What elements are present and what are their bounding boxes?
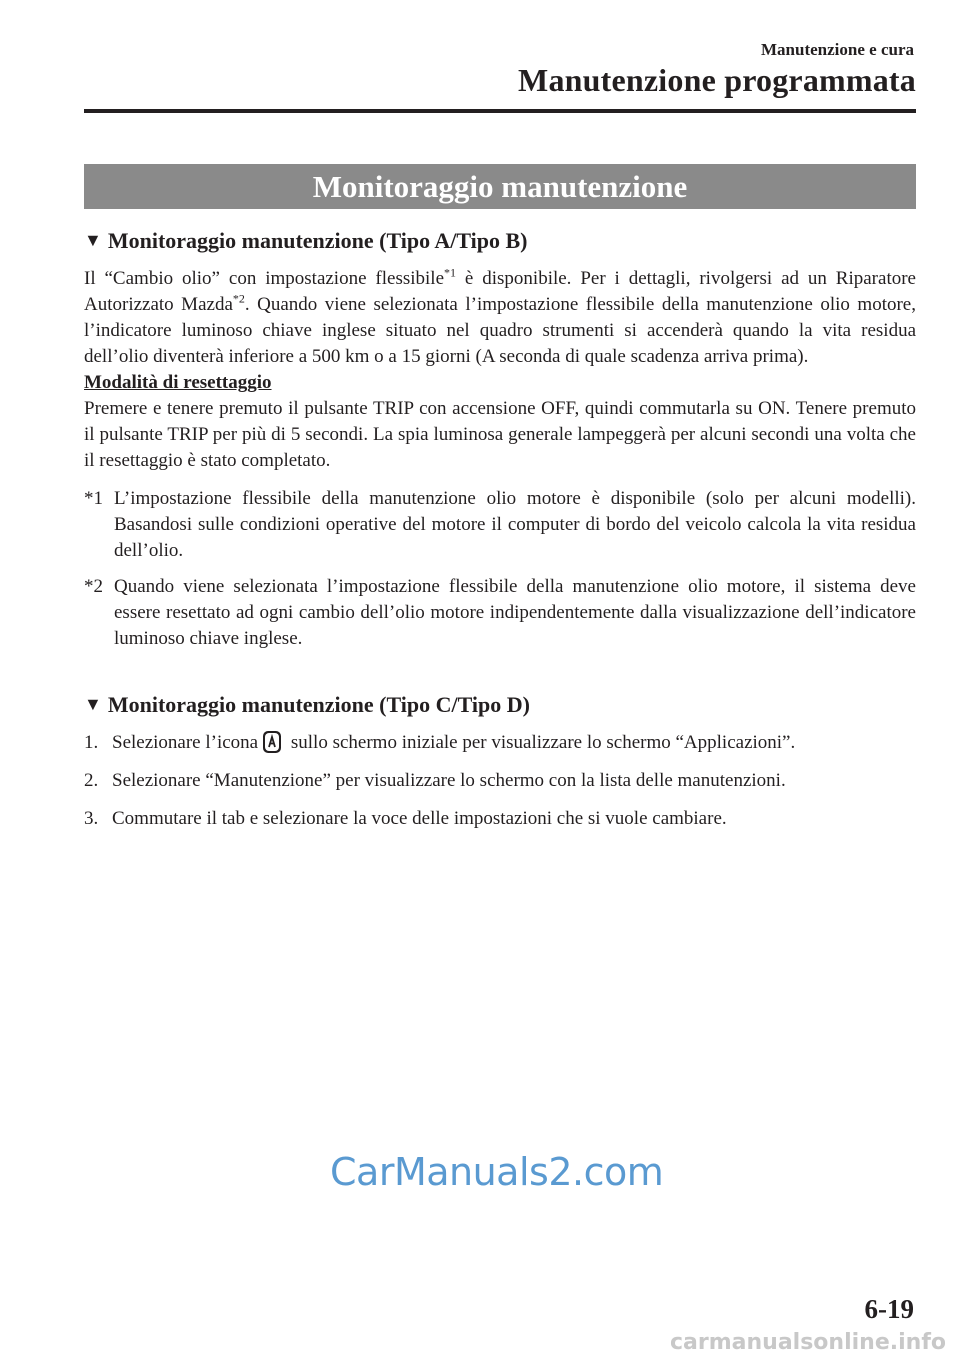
reset-heading <box>84 370 916 396</box>
step-number: 3. <box>84 808 99 829</box>
subsection-ab-heading <box>84 226 916 256</box>
step-text-after-icon: sullo schermo iniziale per visualizzare lo schermo “Applicazioni”. <box>286 732 796 753</box>
intro-paragraph <box>84 266 916 370</box>
triangle-down-icon: ▼ <box>84 694 102 714</box>
step-text <box>112 730 916 756</box>
step-3 <box>84 806 916 832</box>
applications-icon <box>261 730 283 754</box>
subsection-ab <box>84 226 916 652</box>
subsection-cd-title: Monitoraggio manutenzione (Tipo C/Tipo D) <box>107 692 530 717</box>
page-title: Manutenzione programmata <box>518 62 916 98</box>
footnote-ref-1: *1 <box>444 265 457 280</box>
footnote-text: L’impostazione flessibile della manutenzione olio motore è disponibile (solo per alcuni modelli). Basandosi sulle condizioni operative del motore il computer di bordo del veicolo calcola la vita residua dell’olio. <box>114 488 916 561</box>
step-text: Selezionare “Manutenzione” per visualizzare lo schermo con la lista delle manutenzioni. <box>112 770 786 791</box>
footer-watermark: carmanualsonline.info <box>670 1330 946 1355</box>
step-number: 1. <box>84 732 99 753</box>
footnote-1 <box>84 486 916 564</box>
step-2 <box>84 768 916 794</box>
intro-text-2: è disponibile. Per i dettagli, rivolgersi ad un Riparatore Autorizzato Mazda <box>84 268 916 315</box>
subsection-cd <box>84 690 916 832</box>
reset-heading-text: Modalità di resettaggio <box>84 372 272 393</box>
intro-text-3: . Quando viene selezionata l’impostazione flessibile della manutenzione olio motore, l’indicatore luminoso chiave inglese situato nel quadro strumenti si accenderà quando la vita residua dell’olio diventerà inferiore a 500 km o a 15 giorni (A seconda di quale scadenza arriva prima). <box>84 294 916 367</box>
step-text: Commutare il tab e selezionare la voce delle impostazioni che si vuole cambiare. <box>112 808 727 829</box>
footnote-mark: *2 <box>84 576 103 597</box>
footnote-text: Quando viene selezionata l’impostazione flessibile della manutenzione olio motore, il sistema deve essere resettato ad ogni cambio dell’olio motore indipendentemente dalla visualizzazione dell’indicatore luminoso chiave inglese. <box>114 576 916 649</box>
reset-paragraph: Premere e tenere premuto il pulsante TRIP con accensione OFF, quindi commutarla su ON. Tenere premuto il pulsante TRIP per più di 5 secondi. La spia luminosa generale lampeggerà per alcuni secondi una volta che il resettaggio è stato completato. <box>84 398 916 471</box>
subsection-ab-title: Monitoraggio manutenzione (Tipo A/Tipo B) <box>107 228 528 253</box>
footnote-ref-2: *2 <box>232 291 245 306</box>
intro-text-1: Il “Cambio olio” con impostazione flessibile <box>84 268 445 289</box>
page-number: 6-19 <box>864 1294 914 1324</box>
header-rule <box>84 109 916 113</box>
step-number: 2. <box>84 770 99 791</box>
section-title-bar: Monitoraggio manutenzione <box>84 164 916 209</box>
step-1 <box>84 730 916 756</box>
chapter-label: Manutenzione e cura <box>761 40 914 59</box>
footnote-mark: *1 <box>84 488 103 509</box>
step-text-before-icon: Selezionare l’icona <box>112 732 259 753</box>
triangle-down-icon: ▼ <box>84 230 102 250</box>
subsection-cd-heading <box>84 690 916 720</box>
footnote-2 <box>84 574 916 652</box>
watermark-logo: CarManuals2.com <box>330 1150 664 1194</box>
